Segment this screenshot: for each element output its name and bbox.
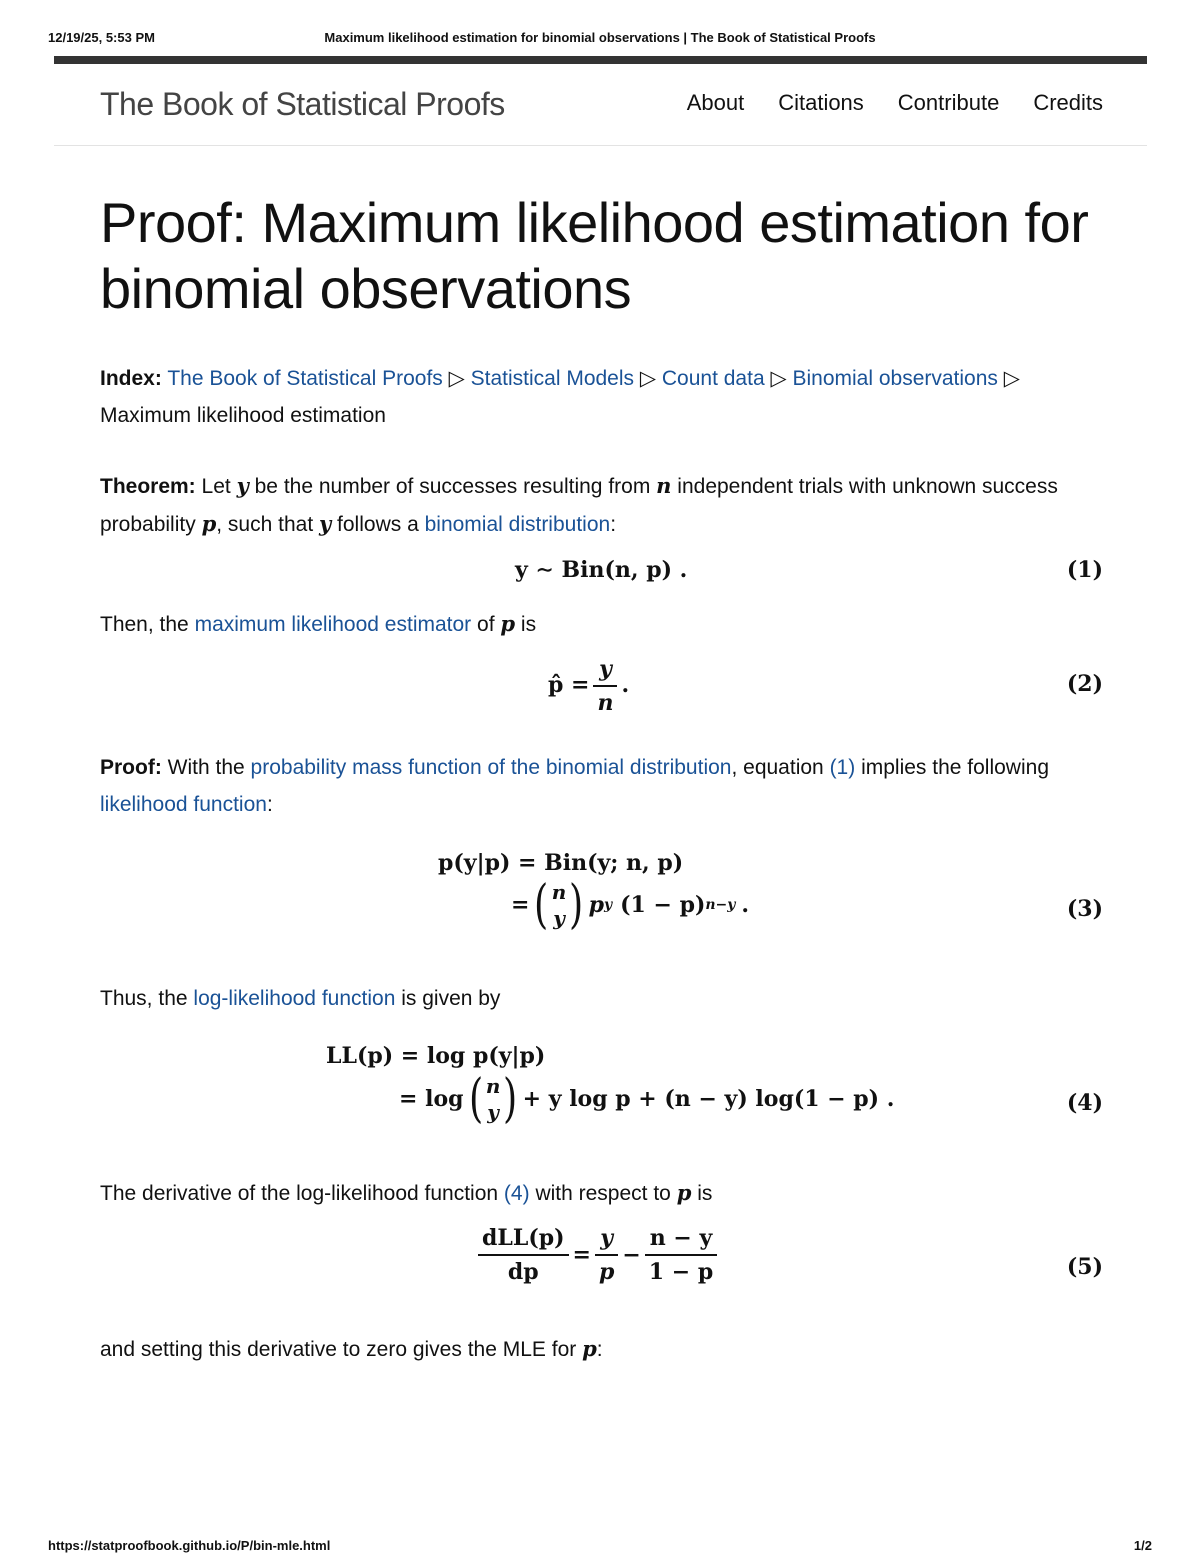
equation-4-number: (4) <box>1066 1090 1103 1116</box>
text: of <box>477 613 495 636</box>
text: Thus, the <box>100 987 188 1010</box>
equation-2-number: (2) <box>1066 671 1103 697</box>
eq-sign: = <box>511 892 530 918</box>
text: follows a <box>337 513 419 536</box>
math-var: p <box>201 511 217 536</box>
main-nav <box>687 90 1103 116</box>
denominator: n <box>597 690 614 716</box>
page-title: Proof: Maximum likelihood estimation for binomial observations <box>100 191 1089 320</box>
paren-right: ) <box>569 875 584 935</box>
crumb-separator: ▷ <box>770 367 787 390</box>
binom-bottom: y <box>553 906 565 930</box>
equation-1-body: y ∼ Bin(n, p) . <box>515 557 688 583</box>
binom-stack <box>486 1073 501 1125</box>
binom-stack <box>552 879 567 931</box>
text: Let <box>201 475 231 498</box>
nav-credits[interactable]: Credits <box>1033 90 1103 115</box>
math-var: p <box>676 1180 692 1205</box>
eq-term: (1 − p) <box>620 892 706 918</box>
equation-5-number: (5) <box>1066 1254 1103 1280</box>
text: is <box>697 1182 713 1205</box>
eq-tail: . <box>741 892 750 918</box>
binomial-coefficient <box>531 875 586 935</box>
paren-left: ( <box>468 1069 483 1129</box>
equation-3-line-2 <box>511 875 750 935</box>
denominator: 1 − p <box>648 1259 714 1285</box>
text: , such that <box>216 513 314 536</box>
nav-about[interactable]: About <box>686 90 745 115</box>
mle-link[interactable]: maximum likelihood estimator <box>194 613 472 636</box>
eq-term: p <box>588 892 604 918</box>
main-content <box>100 360 1103 1368</box>
binom-bottom: y <box>487 1100 499 1124</box>
setting-paragraph <box>100 1330 1103 1368</box>
print-footer <box>48 1538 1152 1554</box>
crumb-statistical-models[interactable]: Statistical Models <box>470 367 635 390</box>
math-var: y <box>319 511 332 536</box>
paren-left: ( <box>534 875 549 935</box>
crumb-book[interactable]: The Book of Statistical Proofs <box>167 367 443 390</box>
eq-sign: − <box>622 1242 641 1268</box>
equation-ref-4[interactable]: (4) <box>503 1182 530 1205</box>
math-var: n <box>656 473 672 498</box>
fraction <box>593 655 617 717</box>
math-var: p <box>500 611 516 636</box>
text: with respect to <box>535 1182 671 1205</box>
numerator: n − y <box>645 1224 717 1256</box>
equation-4-line-2 <box>399 1069 895 1129</box>
text: The derivative of the log-likelihood function <box>100 1182 499 1205</box>
theorem-paragraph <box>100 467 1103 543</box>
fraction <box>645 1224 717 1286</box>
denominator: p <box>598 1259 615 1285</box>
eq-sign: = <box>572 1242 591 1268</box>
then-paragraph <box>100 605 1103 643</box>
text: : <box>596 1338 603 1361</box>
nav-citations[interactable]: Citations <box>778 90 864 115</box>
proof-paragraph <box>100 749 1103 823</box>
binom-top: n <box>485 1074 501 1098</box>
likelihood-function-link[interactable]: likelihood function <box>100 793 267 816</box>
numerator: y <box>595 1224 618 1256</box>
numerator: dLL(p) <box>478 1224 569 1256</box>
crumb-separator: ▷ <box>448 367 465 390</box>
equation-4 <box>100 1017 1103 1167</box>
equation-5-body <box>474 1224 721 1286</box>
eq-lhs: p̂ = <box>548 672 590 698</box>
equation-ref-1[interactable]: (1) <box>829 756 856 779</box>
crumb-binomial-observations[interactable]: Binomial observations <box>792 367 998 390</box>
numerator: y <box>593 655 617 687</box>
equation-2-body <box>548 655 629 717</box>
paren-right: ) <box>503 1069 518 1129</box>
crumb-separator: ▷ <box>639 367 657 390</box>
equation-3 <box>100 823 1103 973</box>
text: Then, the <box>100 613 189 636</box>
site-title[interactable]: The Book of Statistical Proofs <box>100 86 505 122</box>
text: is <box>520 613 537 636</box>
binom-top: n <box>551 880 567 904</box>
equation-1 <box>100 543 1103 605</box>
thus-paragraph <box>100 980 1103 1017</box>
crumb-current: Maximum likelihood estimation <box>100 404 386 427</box>
text: and setting this derivative to zero gives the MLE for <box>100 1338 577 1361</box>
text: is given by <box>401 987 501 1010</box>
fraction <box>595 1224 618 1286</box>
fraction <box>478 1224 569 1286</box>
print-date: 12/19/25, 5:53 PM <box>48 30 155 45</box>
log-likelihood-link[interactable]: log-likelihood function <box>193 987 396 1010</box>
equation-4-line-1: LL(p) = log p(y|p) <box>326 1043 546 1069</box>
print-doc-title: Maximum likelihood estimation for binomial observations | The Book of Statistical Proofs <box>324 30 876 45</box>
binomial-distribution-link[interactable]: binomial distribution <box>424 513 611 536</box>
crumb-separator: ▷ <box>1003 367 1020 390</box>
math-var: y <box>236 473 249 498</box>
equation-2 <box>100 643 1103 736</box>
equation-1-number: (1) <box>1066 557 1103 583</box>
text: implies the following <box>861 756 1050 779</box>
header-divider <box>54 145 1147 146</box>
nav-contribute[interactable]: Contribute <box>897 90 1000 115</box>
crumb-count-data[interactable]: Count data <box>661 367 765 390</box>
proof-label: Proof: <box>100 756 162 779</box>
text: , equation <box>731 756 824 779</box>
eq-tail: . <box>621 672 630 698</box>
text: : <box>610 513 617 536</box>
eq-term: + y log p + (n − y) log(1 − p) . <box>522 1086 895 1112</box>
derivative-paragraph <box>100 1174 1103 1212</box>
equation-5 <box>100 1212 1103 1330</box>
equation-3-line-1: p(y|p) = Bin(y; n, p) <box>438 850 684 876</box>
footer-page-number: 1/2 <box>1133 1538 1152 1553</box>
footer-url: https://statproofbook.github.io/P/bin-mle.html <box>48 1538 331 1553</box>
breadcrumb <box>100 360 1103 434</box>
eq-sign: = log <box>399 1086 464 1112</box>
denominator: dp <box>507 1259 539 1285</box>
exponent: n−y <box>705 897 736 913</box>
pmf-link[interactable]: probability mass function of the binomial distribution <box>250 756 732 779</box>
text: With the <box>167 756 245 779</box>
top-bar <box>54 56 1147 64</box>
binomial-coefficient <box>466 1069 521 1129</box>
text: be the number of successes resulting from <box>254 475 651 498</box>
math-var: p <box>582 1336 597 1361</box>
equation-3-number: (3) <box>1066 896 1103 922</box>
text: independent trials with unknown success probability <box>100 475 1058 536</box>
theorem-label: Theorem: <box>100 475 196 498</box>
exponent: y <box>603 897 613 913</box>
text: : <box>266 793 273 816</box>
print-header <box>48 30 1152 52</box>
index-label: Index: <box>100 367 162 390</box>
